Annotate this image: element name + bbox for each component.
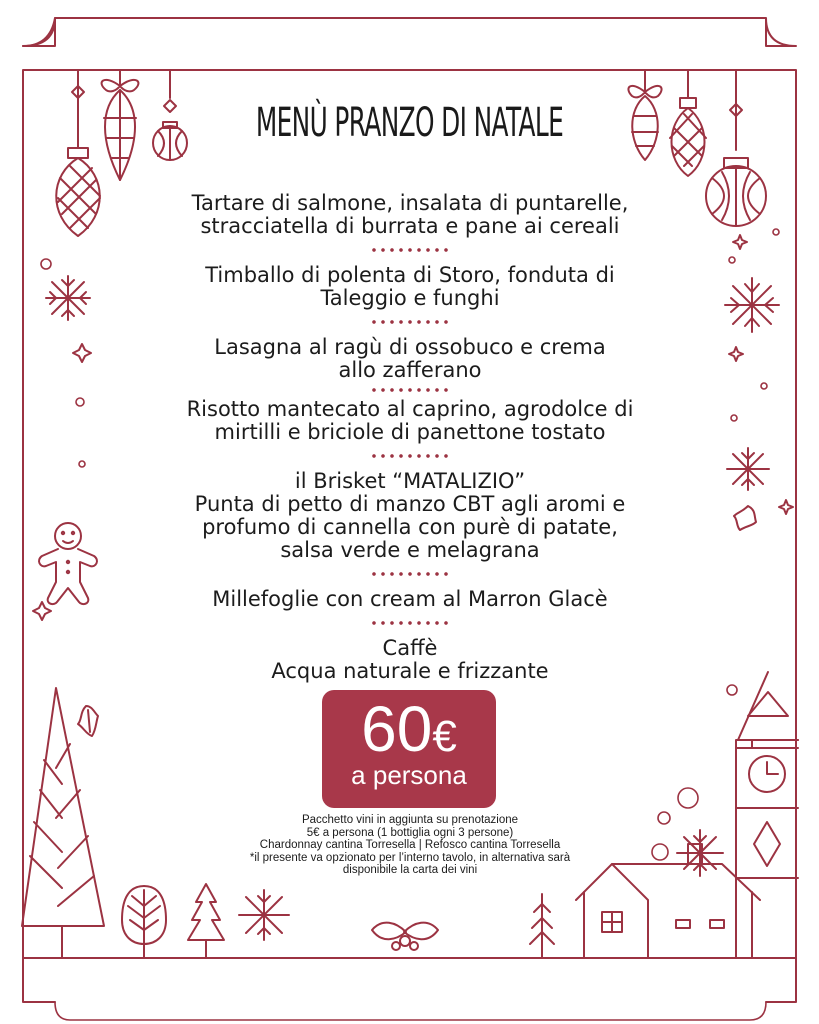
course-risotto [130, 398, 690, 444]
snowflake-icon [46, 276, 90, 320]
hanging-ornament-icon [56, 70, 100, 236]
dotted-separator [367, 570, 453, 578]
dotted-separator [367, 246, 453, 254]
wine-note-line: Chardonnay cantina Torresella | Refosco cantina Torresella [259, 839, 561, 851]
course-line: Tartare di salmone, insalata di puntarelle, [191, 191, 629, 215]
dotted-separator [367, 452, 453, 460]
gingerbread-man-icon [39, 523, 97, 604]
price-label: a persona [351, 760, 467, 790]
course-line: Timballo di polenta di Storo, fonduta di [205, 263, 615, 287]
course-line: profumo di cannella con purè di patate, [202, 515, 618, 539]
house-icon [576, 844, 760, 958]
wine-note-line: disponibile la carta dei vini [342, 864, 478, 876]
course-line: stracciatella di burrata e pane ai cereali [200, 214, 620, 238]
course-line: Acqua naturale e frizzante [271, 659, 549, 683]
course-dessert [130, 588, 690, 611]
course-line: Caffè [382, 636, 438, 660]
course-line: Risotto mantecato al caprino, agrodolce di [186, 397, 634, 421]
course-timballo [130, 264, 690, 310]
clock-tower-icon [736, 672, 798, 958]
christmas-tree-icon [122, 886, 166, 958]
course-line: il Brisket “MATALIZIO” [294, 469, 526, 493]
snowflake-icon [677, 830, 723, 876]
snowflake-icon [727, 448, 769, 490]
snowflake-icon [239, 890, 289, 940]
pine-tree-icon [188, 884, 554, 958]
course-line: Punta di petto di manzo CBT agli aromi e [194, 492, 626, 516]
course-line: salsa verde e melagrana [280, 538, 540, 562]
course-brisket [130, 470, 690, 562]
wine-note-line: Pacchetto vini in aggiunta su prenotazione [301, 814, 519, 826]
course-line: Taleggio e funghi [320, 286, 500, 310]
menu-courses [130, 192, 690, 683]
course-line: Millefoglie con cream al Marron Glacè [212, 587, 608, 611]
dotted-separator [367, 619, 453, 627]
price-value: 60 [361, 693, 433, 765]
wine-note-line: *il presente va opzionato per l’interno tavolo, in alternativa sarà [249, 851, 571, 864]
course-lasagna [130, 336, 690, 382]
hanging-ornament-icon [670, 70, 706, 176]
price-currency: € [432, 712, 457, 761]
course-coffee-water [130, 637, 690, 683]
wine-package-note [220, 814, 600, 877]
course-starter [130, 192, 690, 238]
dotted-separator [367, 318, 453, 326]
dotted-separator [367, 386, 453, 394]
course-line: mirtilli e briciole di panettone tostato [214, 420, 606, 444]
hanging-ornament-icon [706, 70, 766, 226]
menu-title: MENÙ PRANZO DI NATALE [255, 100, 564, 146]
snowflake-icon [725, 278, 779, 332]
christmas-tree-icon [22, 688, 104, 958]
price-badge [322, 690, 496, 808]
bow-ornament-icon [102, 70, 139, 180]
course-line: Lasagna al ragù di ossobuco e crema [214, 335, 606, 359]
wine-note-line: 5€ a persona (1 bottiglia ogni 3 persone) [306, 826, 514, 839]
course-line: allo zafferano [338, 358, 482, 382]
